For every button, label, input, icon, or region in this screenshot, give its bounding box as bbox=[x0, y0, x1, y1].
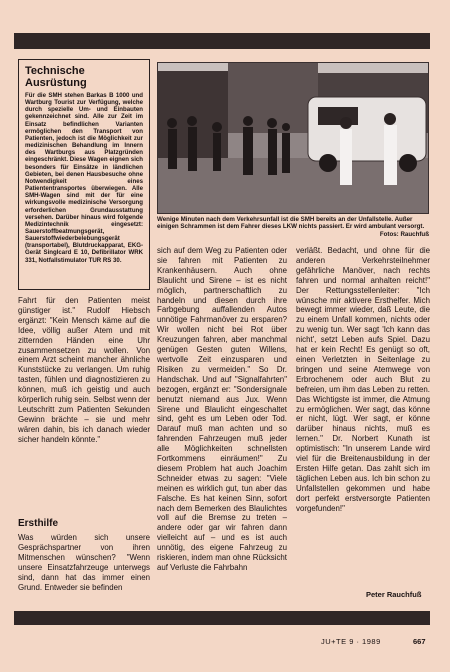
top-divider-bar bbox=[14, 33, 430, 49]
magazine-issue: JU+TE 9 · 1989 bbox=[321, 637, 381, 646]
bottom-divider-bar bbox=[14, 611, 430, 625]
article-column-3 bbox=[296, 246, 430, 513]
photo-credit: Fotos: Rauchfuß bbox=[379, 230, 429, 238]
accident-photo bbox=[157, 62, 429, 214]
author-signature: Peter Rauchfuß bbox=[366, 590, 422, 599]
section-subheading: Ersthilfe bbox=[18, 518, 59, 529]
photo-caption bbox=[157, 216, 429, 238]
column-3-text: verläßt. Bedacht, und ohne für die anderen Verkehrsteilnehmer gefährliche Manöver, nach rechts fahren und normal anhalten reicht!" Der Rettungsstellenleiter: "Ich wünsche mir aktivere Ersthelfer. Mich bewegt immer wieder, daß Leute, die zu einem Unfall kommen, nichts oder zu wenig tun. Wer sagt 'Ich kann das nicht', setzt Leben aufs Spiel. Dazu hat er kein Recht! Es genügt so oft, einen Verletzten in Seitenlage zu bringen und seine Atemwege von Erbrochenem oder auch Blut zu befreien, um ihm das Leben zu retten. Das Wichtigste ist immer, die Atmung zu ermöglichen. Wer sagt, das könne er nicht, lügt. Wer sagt, er könne darüber hinaus nichts, muß es lernen." Dr. Norbert Kunath ist optimistisch: "In unserem Lande wird viel für die Breitenausbildung in der Ersten Hilfe getan. Das zahlt sich im täglichen Leben aus. Ich bin schon zu Unfallstellen gekommen und habe dort perfekt erstversorgte Patienten vorgefunden!" bbox=[296, 246, 430, 513]
article-column-1 bbox=[18, 296, 150, 445]
article-column-1-lower bbox=[18, 533, 150, 592]
accident-photo-image bbox=[158, 63, 429, 214]
column-2-text: sich auf dem Weg zu Patienten oder sie fahren mit Patienten zu Krankenhäusern. Auch ohne Blaulicht und Sirene – ist es nicht möglich, partnerschaftlich zu handeln und diesen durch ihre Farbgebung auffallenden Autos unnötige Fahrmanöver zu ersparen? Wir wollen nicht bei Rot über Kreuzungen fahren, aber manchmal genügen Gesten guten Willens, wertvolle Zeit einzusparen und Risiken zu vermeiden." So Dr. Handschak. Und auf "Signalfahrten" bezogen, ergänzt er: "Sondersignale benutzt niemand aus Jux. Wenn Sirene und Blaulicht eingeschaltet sind, geht es um Leben oder Tod. Darauf muß man achten und so fahrenden Fahrzeugen muß jeder alle Möglichkeiten schnellsten Fortkommens einräumen!" Zu diesem Problem hat auch Joachim Schneider etwas zu sagen: "Viele meinen es wirklich gut, tun aber das Falsche. Es hat keinen Sinn, sofort nach dem Bemerken des Blaulichtes voll auf die Bremse zu treten – andere oder gar wir fahren dann vielleicht auf – und es ist auch unnötig, des eigene Fahrzeug zu riskieren, indem man ohne Rücksicht auf Verluste die Fahrbahn bbox=[157, 246, 287, 572]
article-column-2 bbox=[157, 246, 287, 573]
box-text: Für die SMH stehen Barkas B 1000 und Wartburg Tourist zur Verfügung, welche durch spezielle Um- und Einbauten gekennzeichnet sind. Alle zur Zeit im Einsatz befindlichen Varianten ermöglichen den Transport von Patienten, jedoch ist die Möglichkeit zur medizinischen Behandlung im Innern des Wartburgs aus Platzgründen eingeschränkt. Diese Wagen eignen sich besonders für Einsätze in ländlichen Gebieten, bei denen Hausbesuche ohne Notwendigkeit eines Patiententransportes überwiegen. Alle SMH-Wagen sind mit der für eine wirkungsvolle medizinische Versorgung erforderlichen Grundausstattung versehen. Darüber hinaus wird folgende Medizintechnik eingesetzt: Sauerstoffbeatmungsgerät, Sauerstoffwiederbelebungsgerät (transportabel), Blutdruckapparat, EKG-Gerät Singlcard E 10, Defibrillator WRK 331, Notfallstimulator TUR RS 30. bbox=[25, 92, 143, 264]
column-1-text: Fahrt für den Patienten meist günstiger ist." Rudolf Hiebsch ergänzt: "Kein Mensch käme auf die Idee, völlig außer Atem und mit zitternden Händen eine Uhr zusammensetzen zu wollen. Von einem Arzt scheint mancher ähnliche Kunststücke zu verlangen. Um ruhig tasten, fühlen und diagnostizieren zu können, muß ich geistig und auch körperlich ruhig sein. Selbst wenn der Leutschritt zum Patienten Sekunden Gewinn brächte – sie und mehr wären dahin, bis ich danach wieder sicher handeln könnte." bbox=[18, 296, 150, 444]
page-number: 667 bbox=[413, 637, 426, 646]
column-1-lower-text: Was würden sich unsere Gesprächspartner von ihren Mitmenschen wünschen? "Wenn unsere Einsatzfahrzeuge unterwegs sind, dann hat das immer einen Grund. Entweder sie befinden bbox=[18, 533, 150, 592]
equipment-info-box bbox=[18, 59, 150, 290]
photo-caption-text: Wenige Minuten nach dem Verkehrsunfall ist die SMH bereits an der Unfallstelle. Außer einigen Schrammen ist dem Fahrer dieses LKW nichts passiert. Er wird ambulant versorgt. bbox=[157, 216, 425, 231]
box-title: Technische Ausrüstung bbox=[25, 65, 87, 89]
